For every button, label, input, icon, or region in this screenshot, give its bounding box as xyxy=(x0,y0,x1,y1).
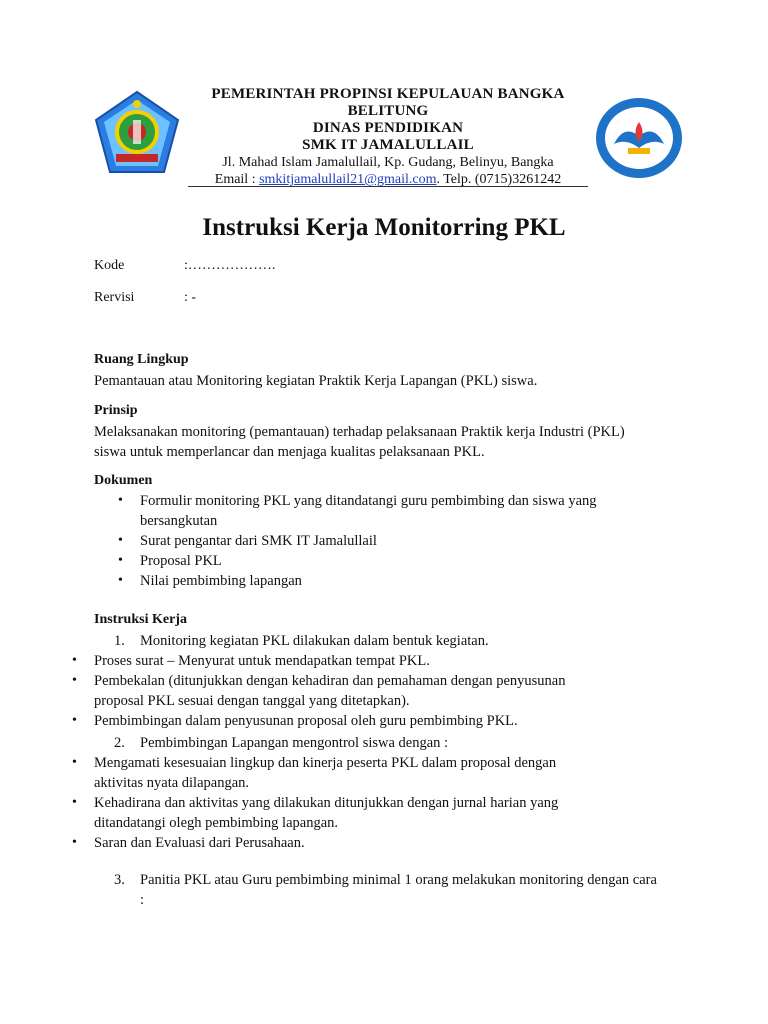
document-title: Instruksi Kerja Monitorring PKL xyxy=(202,214,566,241)
header-department: DINAS PENDIDIKAN xyxy=(312,120,464,136)
step-text: Panitia PKL atau Guru pembimbing minimal 1 orang melakukan monitoring dengan cara : xyxy=(140,872,657,908)
section-heading-prinsip: Prinsip xyxy=(94,403,138,418)
tut-wuri-handayani-logo-icon xyxy=(594,96,684,180)
prinsip-text-line2: siswa untuk memperlancar dan menjaga kualitas pelaksanaan PKL. xyxy=(94,444,485,460)
email-link[interactable]: smkitjamalullail21@gmail.com xyxy=(259,172,437,187)
field-revisi xyxy=(94,290,196,306)
step-1-sublist xyxy=(94,651,574,731)
letterhead xyxy=(88,82,688,190)
step-text: Pembimbingan Lapangan mengontrol siswa dengan : xyxy=(140,735,449,751)
email-label: Email : xyxy=(214,172,260,187)
field-revisi-value: : - xyxy=(184,290,197,305)
sub-list-item: • Mengamati kesesuaian lingkup dan kinerja peserta PKL dalam proposal dengan aktivitas nyata dilapangan. xyxy=(94,753,574,793)
section-heading-ruang-lingkup: Ruang Lingkup xyxy=(94,352,189,367)
phone-text: . Telp. (0715)3261242 xyxy=(436,172,562,187)
sub-list-item: • Proses surat – Menyurat untuk mendapatkan tempat PKL. xyxy=(94,651,574,671)
step-text: Monitoring kegiatan PKL dilakukan dalam bentuk kegiatan. xyxy=(140,633,489,649)
field-kode-value: :………………. xyxy=(184,258,276,273)
step-2-sublist xyxy=(94,753,574,853)
instruksi-step-1 xyxy=(94,631,694,731)
instruksi-step-2 xyxy=(94,733,694,853)
school-logo-icon xyxy=(94,90,180,176)
header-government: PEMERINTAH PROPINSI KEPULAUAN BANGKA xyxy=(211,86,565,102)
prinsip-text-line1: Melaksanakan monitoring (pemantauan) terhadap pelaksanaan Praktik kerja Industri (PKL) xyxy=(94,424,625,440)
sub-list-item: • Pembekalan (ditunjukkan dengan kehadiran dan pemahaman dengan penyusunan proposal PKL sesuai dengan tanggal yang ditetapkan). xyxy=(94,671,574,711)
instruksi-step-3 xyxy=(94,870,694,910)
sub-list-item: • Saran dan Evaluasi dari Perusahaan. xyxy=(94,833,574,853)
ruang-lingkup-text: Pemantauan atau Monitoring kegiatan Praktik Kerja Lapangan (PKL) siswa. xyxy=(94,373,538,389)
section-heading-dokumen: Dokumen xyxy=(94,473,153,488)
header-province: BELITUNG xyxy=(347,103,429,119)
letterhead-text xyxy=(188,86,588,188)
header-school-name: SMK IT JAMALULLAIL xyxy=(302,137,474,153)
section-heading-instruksi-kerja: Instruksi Kerja xyxy=(94,612,187,627)
step-number: 2. xyxy=(114,735,125,751)
sub-list-item: • Pembimbingan dalam penyusunan proposal oleh guru pembimbing PKL. xyxy=(94,711,574,731)
header-address: Jl. Mahad Islam Jamalullail, Kp. Gudang, Belinyu, Bangka xyxy=(222,155,554,170)
field-revisi-label: Rervisi xyxy=(94,290,135,305)
step-number: 1. xyxy=(114,633,125,649)
field-kode-label: Kode xyxy=(94,258,125,273)
field-kode xyxy=(94,258,275,274)
step-number: 3. xyxy=(114,872,125,888)
list-item: • Formulir monitoring PKL yang ditandatangi guru pembimbing dan siswa yang bersangkutan xyxy=(140,491,660,531)
sub-list-item: • Kehadirana dan aktivitas yang dilakukan ditunjukkan dengan jurnal harian yang ditandatangi olegh pembimbing lapangan. xyxy=(94,793,574,833)
dokumen-list xyxy=(140,491,660,591)
list-item: • Proposal PKL xyxy=(140,551,660,571)
list-item: • Nilai pembimbing lapangan xyxy=(140,571,660,591)
header-divider xyxy=(188,186,588,187)
list-item: • Surat pengantar dari SMK IT Jamalullail xyxy=(140,531,660,551)
